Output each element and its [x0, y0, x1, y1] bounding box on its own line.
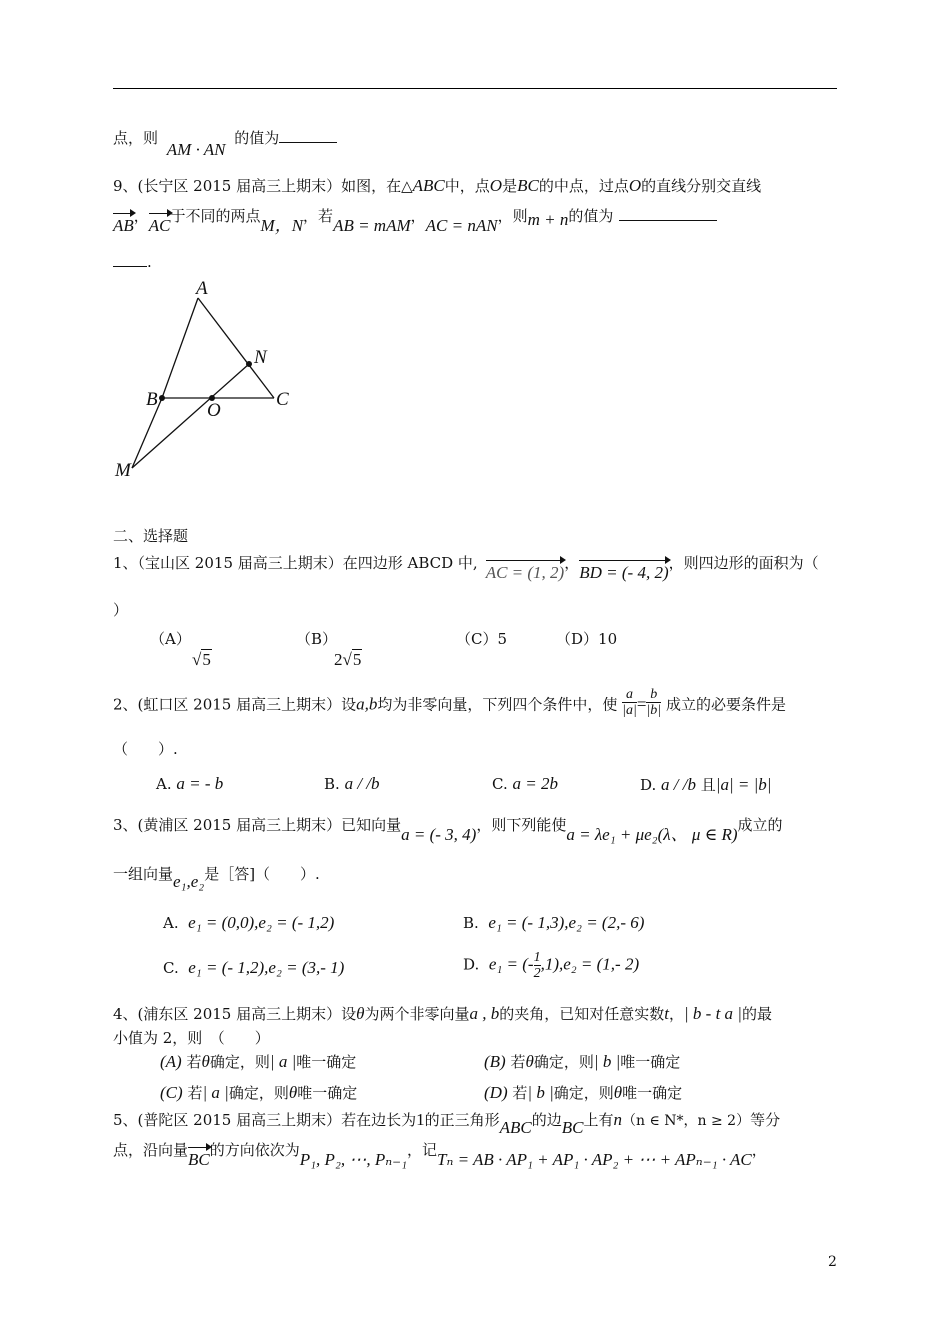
q9-text: 的值为: [568, 207, 614, 225]
c4-text-end: 的最: [741, 1005, 772, 1023]
point-n: [246, 361, 252, 367]
option-value: a / /b: [344, 774, 380, 793]
q9-line1: [113, 176, 761, 196]
c5-line2: [113, 1140, 767, 1169]
q8-tail: [113, 128, 337, 159]
q9-text: 于不同的两点: [170, 207, 261, 225]
q9-sum: m + n: [527, 210, 569, 229]
option-value: e₁ = (- 1,2),e₂ = (3,- 1): [188, 958, 345, 977]
label-b: B: [146, 389, 158, 410]
c3-option-c: [163, 958, 344, 978]
option-value: | b |: [527, 1083, 554, 1102]
q9-text: 的直线分别交直线: [641, 177, 762, 195]
c4-sep: ，: [668, 1005, 684, 1023]
c5-side: BC: [561, 1118, 584, 1137]
q9-segment-bc: BC: [517, 176, 539, 195]
c3-combination: a = λe₁ + μe₂(λ、 μ ∈ R): [566, 825, 738, 844]
c5-triangle: ABC: [499, 1118, 532, 1137]
q9-stem: 9、(长宁区 2015 届高三上期末）如图，在△: [113, 177, 413, 195]
c3-basis: e₁,e₂: [173, 872, 205, 891]
c1-option-d: （D）10: [556, 630, 618, 648]
c5-text: 上有: [583, 1111, 614, 1129]
c4-text: 的夹角，已知对任意实数: [499, 1005, 665, 1023]
c3-option-a: [163, 913, 334, 933]
point-b: [159, 395, 165, 401]
c2-equals: =: [636, 694, 647, 714]
option-label: (A): [160, 1052, 182, 1071]
option-label: B.: [324, 775, 340, 793]
q9-comma: ，: [133, 207, 149, 225]
q9-points-mn: M，N: [260, 216, 304, 235]
frac-num: 1: [533, 950, 541, 965]
label-n: N: [254, 347, 267, 368]
option-label: （B）: [296, 630, 338, 648]
option-text: 且: [700, 776, 716, 794]
c5-text: 的正三角形: [424, 1111, 500, 1129]
segment-ab: [162, 298, 198, 398]
header-rule: [113, 88, 837, 89]
q9-vector-ac: AC: [148, 216, 171, 235]
option-text: 确定，则: [533, 1053, 594, 1071]
q9-equation-2: AC = nAN: [425, 216, 498, 235]
q9-text: ，若: [303, 207, 334, 225]
c1-option-a: （A） √5: [150, 630, 211, 669]
option-label: A.: [163, 914, 179, 932]
c4-theta: θ: [613, 1083, 623, 1102]
c1-close: ）: [113, 601, 129, 619]
q9-triangle: ABC: [412, 176, 445, 195]
c4-option-a: [160, 1051, 356, 1072]
c2-vectors: a,b: [356, 694, 378, 714]
option-label: (C): [160, 1083, 183, 1102]
q9-text: 的中点，过点: [538, 177, 629, 195]
c5-text: ，记: [407, 1141, 438, 1159]
option-text: 确定，则: [209, 1053, 270, 1071]
c2-line1: [113, 687, 786, 721]
q9-answer-blank: [619, 206, 717, 221]
c1-text: ，则四边形的面积为（: [668, 554, 819, 572]
c2-text: 均为非零向量，下列四个条件中，使: [377, 695, 618, 714]
triangle-figure: [110, 272, 320, 482]
option-value: e₁ = (- 1,3),e₂ = (2,- 6): [488, 913, 645, 932]
option-label: B.: [463, 914, 479, 932]
q9-text: 中，点: [444, 177, 490, 195]
c5-n: n: [613, 1110, 622, 1129]
option-text: 唯一确定: [622, 1084, 683, 1102]
c1-option-b: （B） 2√5: [296, 630, 362, 669]
option-value: e₁ = (0,0),e₂ = (- 1,2): [188, 913, 335, 932]
q9-answer-blank-cont: [113, 252, 147, 267]
c3-line1: [113, 815, 783, 844]
c5-text: 点，沿向量: [113, 1141, 189, 1159]
frac-den: |a|: [622, 703, 637, 718]
c5-sum: Tₙ = AB · AP₁ + AP₁ · AP₂ + ⋯ + APₙ₋₁ · AC: [437, 1150, 752, 1169]
c1-sep: ，: [564, 554, 580, 572]
q9-comma: ，: [410, 207, 426, 225]
q9-line2: [113, 206, 717, 235]
c3-option-b: [463, 913, 644, 933]
c3-text-end: 成立的: [737, 816, 783, 834]
c2-paren: （ ）.: [113, 740, 178, 758]
option-value: a = - b: [176, 774, 224, 793]
c3-d-fraction: [534, 950, 541, 981]
c4-option-d: [484, 1082, 682, 1103]
q9-text: ，则: [497, 207, 528, 225]
page-number: 2: [828, 1254, 837, 1270]
c3-line2: [113, 864, 320, 891]
option-value: a = 2b: [512, 774, 558, 793]
c1-b-coef: 2: [334, 650, 343, 669]
section-title: 二、选择题: [113, 527, 189, 545]
option-label: (B): [484, 1052, 506, 1071]
option-label: C.: [163, 959, 179, 977]
c1-b-value: 5: [352, 650, 362, 669]
option-text: 唯一确定: [296, 1053, 357, 1071]
c2-option-d: [640, 774, 771, 795]
c5-vector-bc: BC: [188, 1150, 210, 1169]
c5-points: P₁, P₂, ⋯, Pₙ₋₁: [299, 1150, 408, 1169]
q8-answer-blank: [279, 128, 337, 143]
c4-line2: 小值为 2，则 （ ）: [113, 1029, 270, 1047]
option-value-b: ,1),e₂ = (1,- 2): [540, 954, 640, 974]
c5-one: 1: [416, 1110, 425, 1129]
c1-vector-ac: AC = (1, 2): [485, 563, 565, 582]
c3-text: 一组向量: [113, 865, 174, 883]
segment-mn: [132, 364, 249, 468]
c5-text: 的方向依次为: [209, 1141, 300, 1159]
label-a: A: [196, 278, 208, 299]
label-o: O: [207, 400, 221, 421]
option-value: | b |: [593, 1052, 621, 1071]
option-text: 确定，则: [553, 1084, 614, 1102]
c5-text-end: 等分: [750, 1111, 781, 1129]
c3-option-d: [463, 950, 639, 981]
frac-num: a: [626, 687, 633, 702]
q9-text: 是: [502, 177, 518, 195]
q9-vector-ab: AB: [113, 216, 134, 235]
q8-text-b: 的值为: [234, 129, 280, 147]
c4-theta: θ: [201, 1052, 210, 1071]
c2-option-a: [156, 774, 223, 794]
option-text: 若: [186, 1053, 202, 1071]
c5-condition: （n ∈ N*，n ≥ 2）: [622, 1113, 751, 1129]
c4-option-c: [160, 1082, 357, 1103]
option-label: D.: [640, 776, 657, 794]
c3-answer: 是［答]（ ）.: [204, 865, 320, 883]
c1-line1: [113, 553, 819, 582]
c2-text-end: 成立的必要条件是: [665, 695, 786, 714]
c4-theta: θ: [525, 1052, 534, 1071]
c1-option-c: （C）5: [456, 630, 508, 648]
frac-den: |b|: [646, 703, 662, 718]
c2-fraction-a: [622, 687, 637, 718]
c4-t: t: [664, 1004, 669, 1023]
c2-stem: 2、(虹口区 2015 届高三上期末）设: [113, 695, 357, 714]
frac-den: 2: [533, 966, 541, 981]
c3-text: ，则下列能使: [476, 816, 567, 834]
option-label: C.: [492, 775, 508, 793]
c4-stem: 4、(浦东区 2015 届高三上期末）设: [113, 1005, 357, 1023]
c4-text: 为两个非零向量: [364, 1005, 470, 1023]
label-m: M: [115, 460, 131, 481]
c3-vector-a: a = (- 3, 4): [401, 825, 477, 844]
c1-vector-bd: BD = (- 4, 2): [579, 563, 669, 582]
option-label: D.: [463, 955, 480, 974]
c5-text: 的边: [531, 1111, 562, 1129]
q8-text: 点，则: [113, 129, 159, 147]
c4-expression: | b - t a |: [684, 1004, 742, 1023]
option-value: | a |: [202, 1083, 229, 1102]
q9-point-o: O: [628, 176, 642, 195]
option-text: 唯一确定: [620, 1053, 681, 1071]
option-text: 若: [512, 1084, 528, 1102]
c4-theta: θ: [288, 1083, 298, 1102]
c1-stem: 1、（宝山区 2015 届高三上期末）在四边形 ABCD 中,: [113, 554, 478, 572]
q9-point-o: O: [489, 176, 503, 195]
c1-a-value: 5: [202, 650, 211, 669]
option-value: e₁ = (-: [488, 954, 534, 974]
option-label: (D): [484, 1083, 508, 1102]
c2-option-b: [324, 774, 380, 794]
option-text: 唯一确定: [297, 1084, 358, 1102]
option-text: 确定，则: [228, 1084, 289, 1102]
c4-vectors: a , b: [469, 1004, 500, 1023]
c2-option-c: [492, 774, 558, 794]
option-label: A.: [156, 775, 172, 793]
c5-line1: [113, 1110, 781, 1137]
q8-expression: AM · AN: [166, 140, 226, 159]
c4-line1: [113, 1004, 772, 1024]
option-label: （A）: [150, 630, 191, 648]
c4-theta: θ: [356, 1004, 365, 1023]
q9-period: .: [147, 253, 152, 271]
option-text: 若: [187, 1084, 203, 1102]
frac-num: b: [650, 687, 658, 702]
c2-fraction-b: [646, 687, 661, 718]
option-value-2: |a| = |b|: [715, 775, 772, 794]
option-value: a / /b: [661, 775, 696, 794]
q9-line3: [113, 252, 152, 272]
c5-comma: ，: [751, 1141, 767, 1159]
option-text: 若: [510, 1053, 526, 1071]
c4-option-b: [484, 1051, 680, 1072]
option-value: | a |: [269, 1052, 297, 1071]
c3-stem: 3、(黄浦区 2015 届高三上期末）已知向量: [113, 816, 402, 834]
q9-equation-1: AB = mAM: [333, 216, 411, 235]
c5-stem: 5、(普陀区 2015 届高三上期末）若在边长为: [113, 1111, 417, 1129]
label-c: C: [276, 389, 289, 410]
